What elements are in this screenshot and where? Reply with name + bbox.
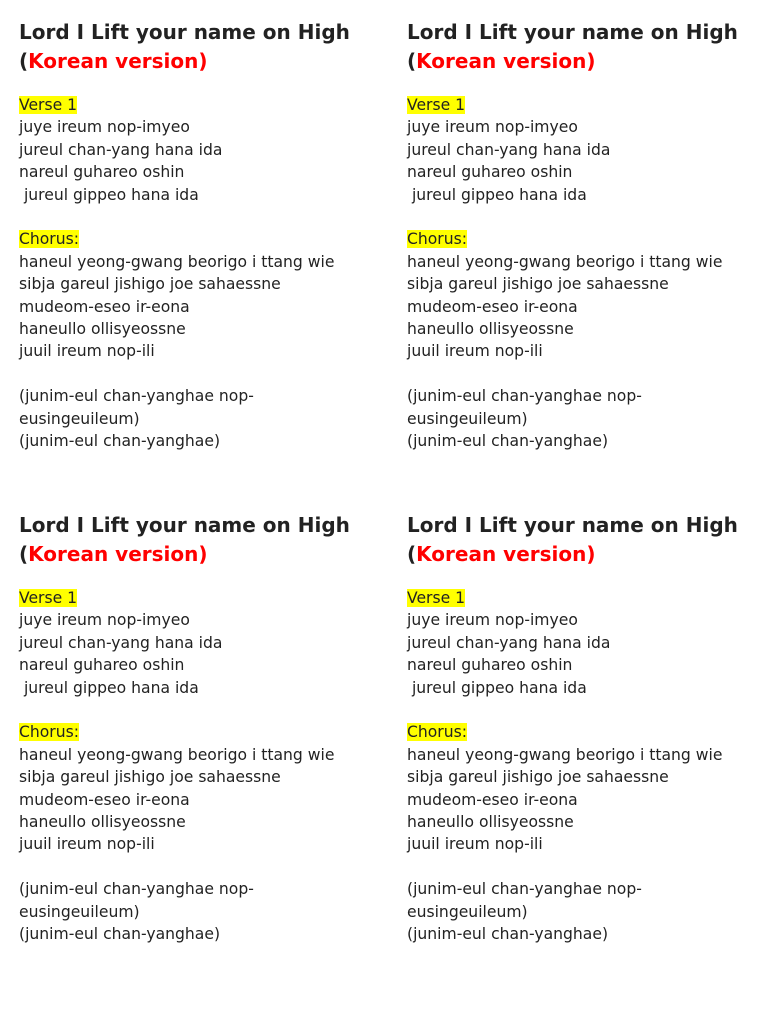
outro-line: (junim-eul chan-yanghae nop- (19, 880, 254, 899)
chorus-line: sibja gareul jishigo joe sahaessne (19, 275, 281, 294)
outro-line: eusingeuileum) (407, 409, 528, 428)
verse-line: nareul guhareo oshin (407, 163, 573, 182)
chorus-line: sibja gareul jishigo joe sahaessne (407, 768, 669, 787)
chorus-line: haneullo ollisyeossne (19, 813, 186, 832)
chorus-line: juuil ireum nop-ili (19, 342, 155, 361)
outro-line: (junim-eul chan-yanghae) (407, 432, 609, 451)
chorus-line: sibja gareul jishigo joe sahaessne (19, 768, 281, 787)
verse-line: nareul guhareo oshin (19, 656, 185, 675)
chorus-line: juuil ireum nop-ili (407, 835, 543, 854)
verse-label: Verse 1 (407, 589, 466, 607)
song-title (407, 18, 767, 47)
title-version-label: Korean version) (28, 48, 208, 73)
outro-line: eusingeuileum) (407, 902, 528, 921)
chorus-label: Chorus: (407, 723, 467, 742)
song-title-version (407, 47, 767, 76)
chorus-label: Chorus: (19, 723, 79, 742)
verse-line: nareul guhareo oshin (407, 656, 573, 675)
verse-line: juye ireum nop-imyeo (19, 118, 190, 137)
verse-line: jureul gippeo hana ida (407, 678, 587, 697)
title-paren: ( (407, 541, 417, 566)
lyrics-panel-top-left (19, 18, 379, 452)
chorus-line: haneul yeong-gwang beorigo i ttang wie (407, 745, 723, 764)
outro-line: (junim-eul chan-yanghae) (19, 925, 221, 944)
song-title-version (19, 47, 379, 76)
chorus-label: Chorus: (19, 230, 79, 249)
verse-line: nareul guhareo oshin (19, 163, 185, 182)
song-title (19, 18, 379, 47)
title-paren: ( (19, 48, 29, 73)
title-version-label: Korean version) (28, 541, 208, 566)
song-title-main: Lord I Lift your name on High (19, 20, 350, 44)
chorus-line: mudeom-eseo ir-eona (407, 297, 578, 316)
chorus-line: mudeom-eseo ir-eona (407, 790, 578, 809)
outro-line: (junim-eul chan-yanghae nop- (407, 387, 642, 406)
chorus-line: haneullo ollisyeossne (407, 320, 574, 339)
outro-line: eusingeuileum) (19, 902, 140, 921)
chorus-line: juuil ireum nop-ili (407, 342, 543, 361)
verse-line: jureul gippeo hana ida (19, 185, 199, 204)
song-title-main: Lord I Lift your name on High (407, 513, 738, 537)
chorus-line: haneul yeong-gwang beorigo i ttang wie (407, 252, 723, 271)
verse-line: jureul chan-yang hana ida (407, 140, 611, 159)
verse-line: juye ireum nop-imyeo (19, 611, 190, 630)
title-version-label: Korean version) (416, 541, 596, 566)
verse-line: juye ireum nop-imyeo (407, 118, 578, 137)
outro-line: (junim-eul chan-yanghae) (407, 925, 609, 944)
title-paren: ( (19, 541, 29, 566)
chorus-line: sibja gareul jishigo joe sahaessne (407, 275, 669, 294)
verse-line: jureul chan-yang hana ida (19, 140, 223, 159)
verse-line: jureul chan-yang hana ida (407, 633, 611, 652)
verse-label: Verse 1 (19, 589, 78, 607)
song-title (19, 511, 379, 540)
verse-line: jureul gippeo hana ida (19, 678, 199, 697)
chorus-label: Chorus: (407, 230, 467, 249)
song-title-main: Lord I Lift your name on High (407, 20, 738, 44)
chorus-line: mudeom-eseo ir-eona (19, 297, 190, 316)
outro-line: (junim-eul chan-yanghae) (19, 432, 221, 451)
outro-line: eusingeuileum) (19, 409, 140, 428)
verse-label: Verse 1 (19, 96, 78, 114)
song-title-version (407, 540, 767, 569)
chorus-line: mudeom-eseo ir-eona (19, 790, 190, 809)
verse-line: jureul gippeo hana ida (407, 185, 587, 204)
chorus-line: juuil ireum nop-ili (19, 835, 155, 854)
lyrics-panel-bottom-right (407, 511, 767, 945)
song-title (407, 511, 767, 540)
chorus-line: haneullo ollisyeossne (19, 320, 186, 339)
title-version-label: Korean version) (416, 48, 596, 73)
song-title-main: Lord I Lift your name on High (19, 513, 350, 537)
outro-line: (junim-eul chan-yanghae nop- (19, 387, 254, 406)
title-paren: ( (407, 48, 417, 73)
lyrics-panel-bottom-left (19, 511, 379, 945)
chorus-line: haneullo ollisyeossne (407, 813, 574, 832)
chorus-line: haneul yeong-gwang beorigo i ttang wie (19, 745, 335, 764)
verse-line: juye ireum nop-imyeo (407, 611, 578, 630)
chorus-line: haneul yeong-gwang beorigo i ttang wie (19, 252, 335, 271)
song-title-version (19, 540, 379, 569)
verse-label: Verse 1 (407, 96, 466, 114)
verse-line: jureul chan-yang hana ida (19, 633, 223, 652)
lyrics-panel-top-right (407, 18, 767, 452)
outro-line: (junim-eul chan-yanghae nop- (407, 880, 642, 899)
